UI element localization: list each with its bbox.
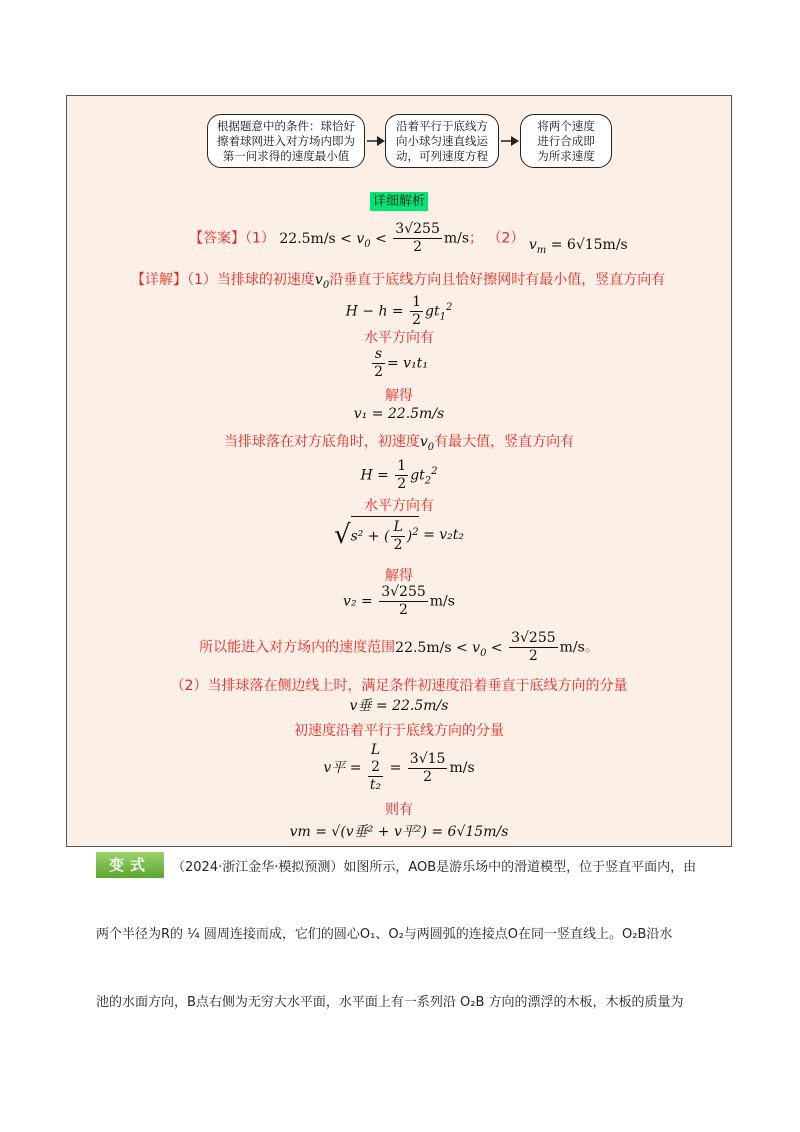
equation-4: H = $\frac{1}{2}$ $gt_2^2$ — [360, 458, 438, 492]
equation-8: v平 = L 2 t₂ = $\frac{3√15}{2}$ m/s — [323, 742, 475, 793]
eq4-lhs: H = — [360, 467, 389, 484]
equation-5: √s² + ( $\frac{L}{2}$ )$^2$ = v₂t₂ — [67, 516, 731, 554]
eq8-top: L — [370, 742, 381, 758]
solution-box — [66, 95, 732, 847]
range-den: 2 — [528, 648, 538, 664]
horizontal-label-2: 水平方向有 — [364, 498, 434, 514]
eq8-den2: 2 — [423, 768, 433, 785]
detail-tag: 【详解】 — [131, 272, 187, 288]
horizontal-label-1: 水平方向有 — [364, 330, 434, 346]
eq1-rhs: gt — [425, 303, 440, 320]
flow-node-3-line-1: 将两个速度 — [537, 119, 595, 133]
flow-node-3-line-2: 进行合成即 — [537, 134, 595, 148]
flow-node-2-line-2: 向小球匀速直线运 — [396, 134, 488, 148]
equation-6 — [67, 584, 731, 619]
eq6-lhs: v₂ = — [343, 593, 373, 610]
answer-part2: （2） — [487, 230, 525, 247]
range-line: 所以能进入对方场内的速度范围$22.5m/s < v_0$ < $\frac{3√255}{2}$ m/s。 — [199, 630, 599, 664]
eq5-s: s² + — [350, 528, 380, 545]
eq2-rhs: = v₁t₁ — [386, 355, 428, 372]
eq6-unit: m/s — [429, 593, 455, 610]
flow-node-3 — [520, 114, 612, 168]
answer-vmin: 22.5m/s — [279, 230, 336, 247]
eq5-num: L — [393, 519, 403, 535]
answer-unit: m/s — [443, 230, 470, 247]
answer-vm: = 6√15m/s — [550, 236, 628, 253]
section-label: 详细解析 — [370, 192, 428, 211]
max-intro-rest: 有最大值，竖直方向有 — [434, 434, 575, 450]
flow-node-2-line-1: 沿着平行于底线方 — [396, 119, 488, 133]
answer-sep: ； — [469, 230, 484, 247]
eq6-num: 3√255 — [381, 584, 426, 600]
eq1-num: 1 — [412, 294, 422, 310]
eq1-den: 2 — [412, 312, 422, 328]
equation-2 — [67, 346, 731, 381]
answer-line: 【答案】（1） $22.5m/s < v_0$ < $\frac{3√255}{2}$ m/s； （2） $v_m = 6√15m/s$ — [189, 221, 628, 256]
max-intro-text: 当排球落在对方底角时，初速度 — [223, 434, 420, 450]
eq2-den: 2 — [374, 364, 383, 380]
answer-frac-num: 3√255 — [395, 221, 440, 237]
range-end: 。 — [584, 639, 599, 656]
flow-node-1-line-3: 第一问求得的速度最小值 — [222, 149, 350, 163]
range-text: 所以能进入对方场内的速度范围 — [199, 639, 396, 656]
variant-line-1: （2024·浙江金华·模拟预测）如图所示，AOB是游乐场中的滑道模型，位于竖直平面内，由 — [172, 860, 697, 875]
parallel-text: 初速度沿着平行于底线方向的分量 — [294, 723, 504, 739]
part2-text: （2）当排球落在侧边线上时，满足条件初速度沿着垂直于底线方向的分量 — [170, 678, 628, 694]
variant-line-3: 池的水面方向，B点右侧为无穷大水平面，水平面上有一系列沿 O₂B 方向的漂浮的木板，木板的质量为 — [96, 995, 684, 1010]
detail-intro-rest: 沿垂直于底线方向且恰好擦网时有最小值，竖直方向有 — [329, 272, 666, 288]
variant-badge: 变式 — [96, 852, 164, 878]
flow-node-1-line-2: 擦着球网进入对方场内即为 — [217, 134, 355, 148]
flow-arrow-1 — [367, 135, 385, 147]
flow-node-2 — [385, 114, 499, 168]
eq5-rhs: = v₂t₂ — [423, 527, 465, 543]
eq6-den: 2 — [399, 602, 408, 618]
then-label: 则有 — [385, 802, 413, 818]
equation-7: v垂 = 22.5m/s — [349, 698, 449, 714]
variant-line-2: 两个半径为R的 ¼ 圆周连接而成，它们的圆心O₁、O₂与两圆弧的连接点O在同一竖直线上。O₂B沿水 — [96, 927, 673, 942]
eq4-rhs: gt — [410, 467, 425, 484]
equation-1: H − h = $\frac{1}{2}$ $gt_1^2$ — [345, 294, 453, 328]
eq8-den: t₂ — [369, 777, 382, 793]
eq4-den: 2 — [397, 476, 407, 492]
range-unit: m/s — [559, 639, 585, 656]
solve-label-1: 解得 — [385, 388, 413, 404]
range-vmin: 22.5m/s — [395, 639, 452, 656]
equation-3: v₁ = 22.5m/s — [353, 406, 445, 422]
max-intro: 当排球落在对方底角时，初速度$v_0$有最大值，竖直方向有 — [223, 434, 575, 453]
eq8-num2: 3√15 — [409, 750, 446, 767]
eq2-num: s — [372, 346, 385, 364]
answer-part1: （1） — [245, 230, 275, 247]
flow-arrow-2 — [501, 135, 519, 147]
eq8-unit: m/s — [449, 760, 475, 776]
answer-fraction — [393, 221, 442, 256]
detail-intro-text: （1）当排球的初速度 — [187, 272, 315, 288]
flow-node-1 — [207, 114, 365, 168]
eq1-lhs: H − h = — [345, 303, 404, 320]
answer-tag: 【答案】 — [189, 230, 245, 247]
range-num: 3√255 — [511, 630, 556, 646]
eq8-top-den: 2 — [371, 759, 380, 775]
eq5-den: 2 — [393, 537, 403, 553]
answer-frac-den: 2 — [413, 239, 423, 255]
eq8-lhs: v平 = — [323, 760, 362, 776]
flow-node-1-line-1: 根据题意中的条件：球恰好 — [217, 119, 355, 133]
solve-label-2: 解得 — [385, 568, 413, 584]
eq4-num: 1 — [397, 458, 407, 474]
equation-9: vm = √(v垂² + v平²) = 6√15m/s — [289, 824, 509, 840]
flow-node-2-line-3: 动，可列速度方程 — [396, 149, 488, 163]
flow-node-3-line-3: 为所求速度 — [537, 149, 595, 163]
detail-intro: 【详解】（1）当排球的初速度$v_0$沿垂直于底线方向且恰好擦网时有最小值，竖直方向有 — [131, 272, 666, 291]
